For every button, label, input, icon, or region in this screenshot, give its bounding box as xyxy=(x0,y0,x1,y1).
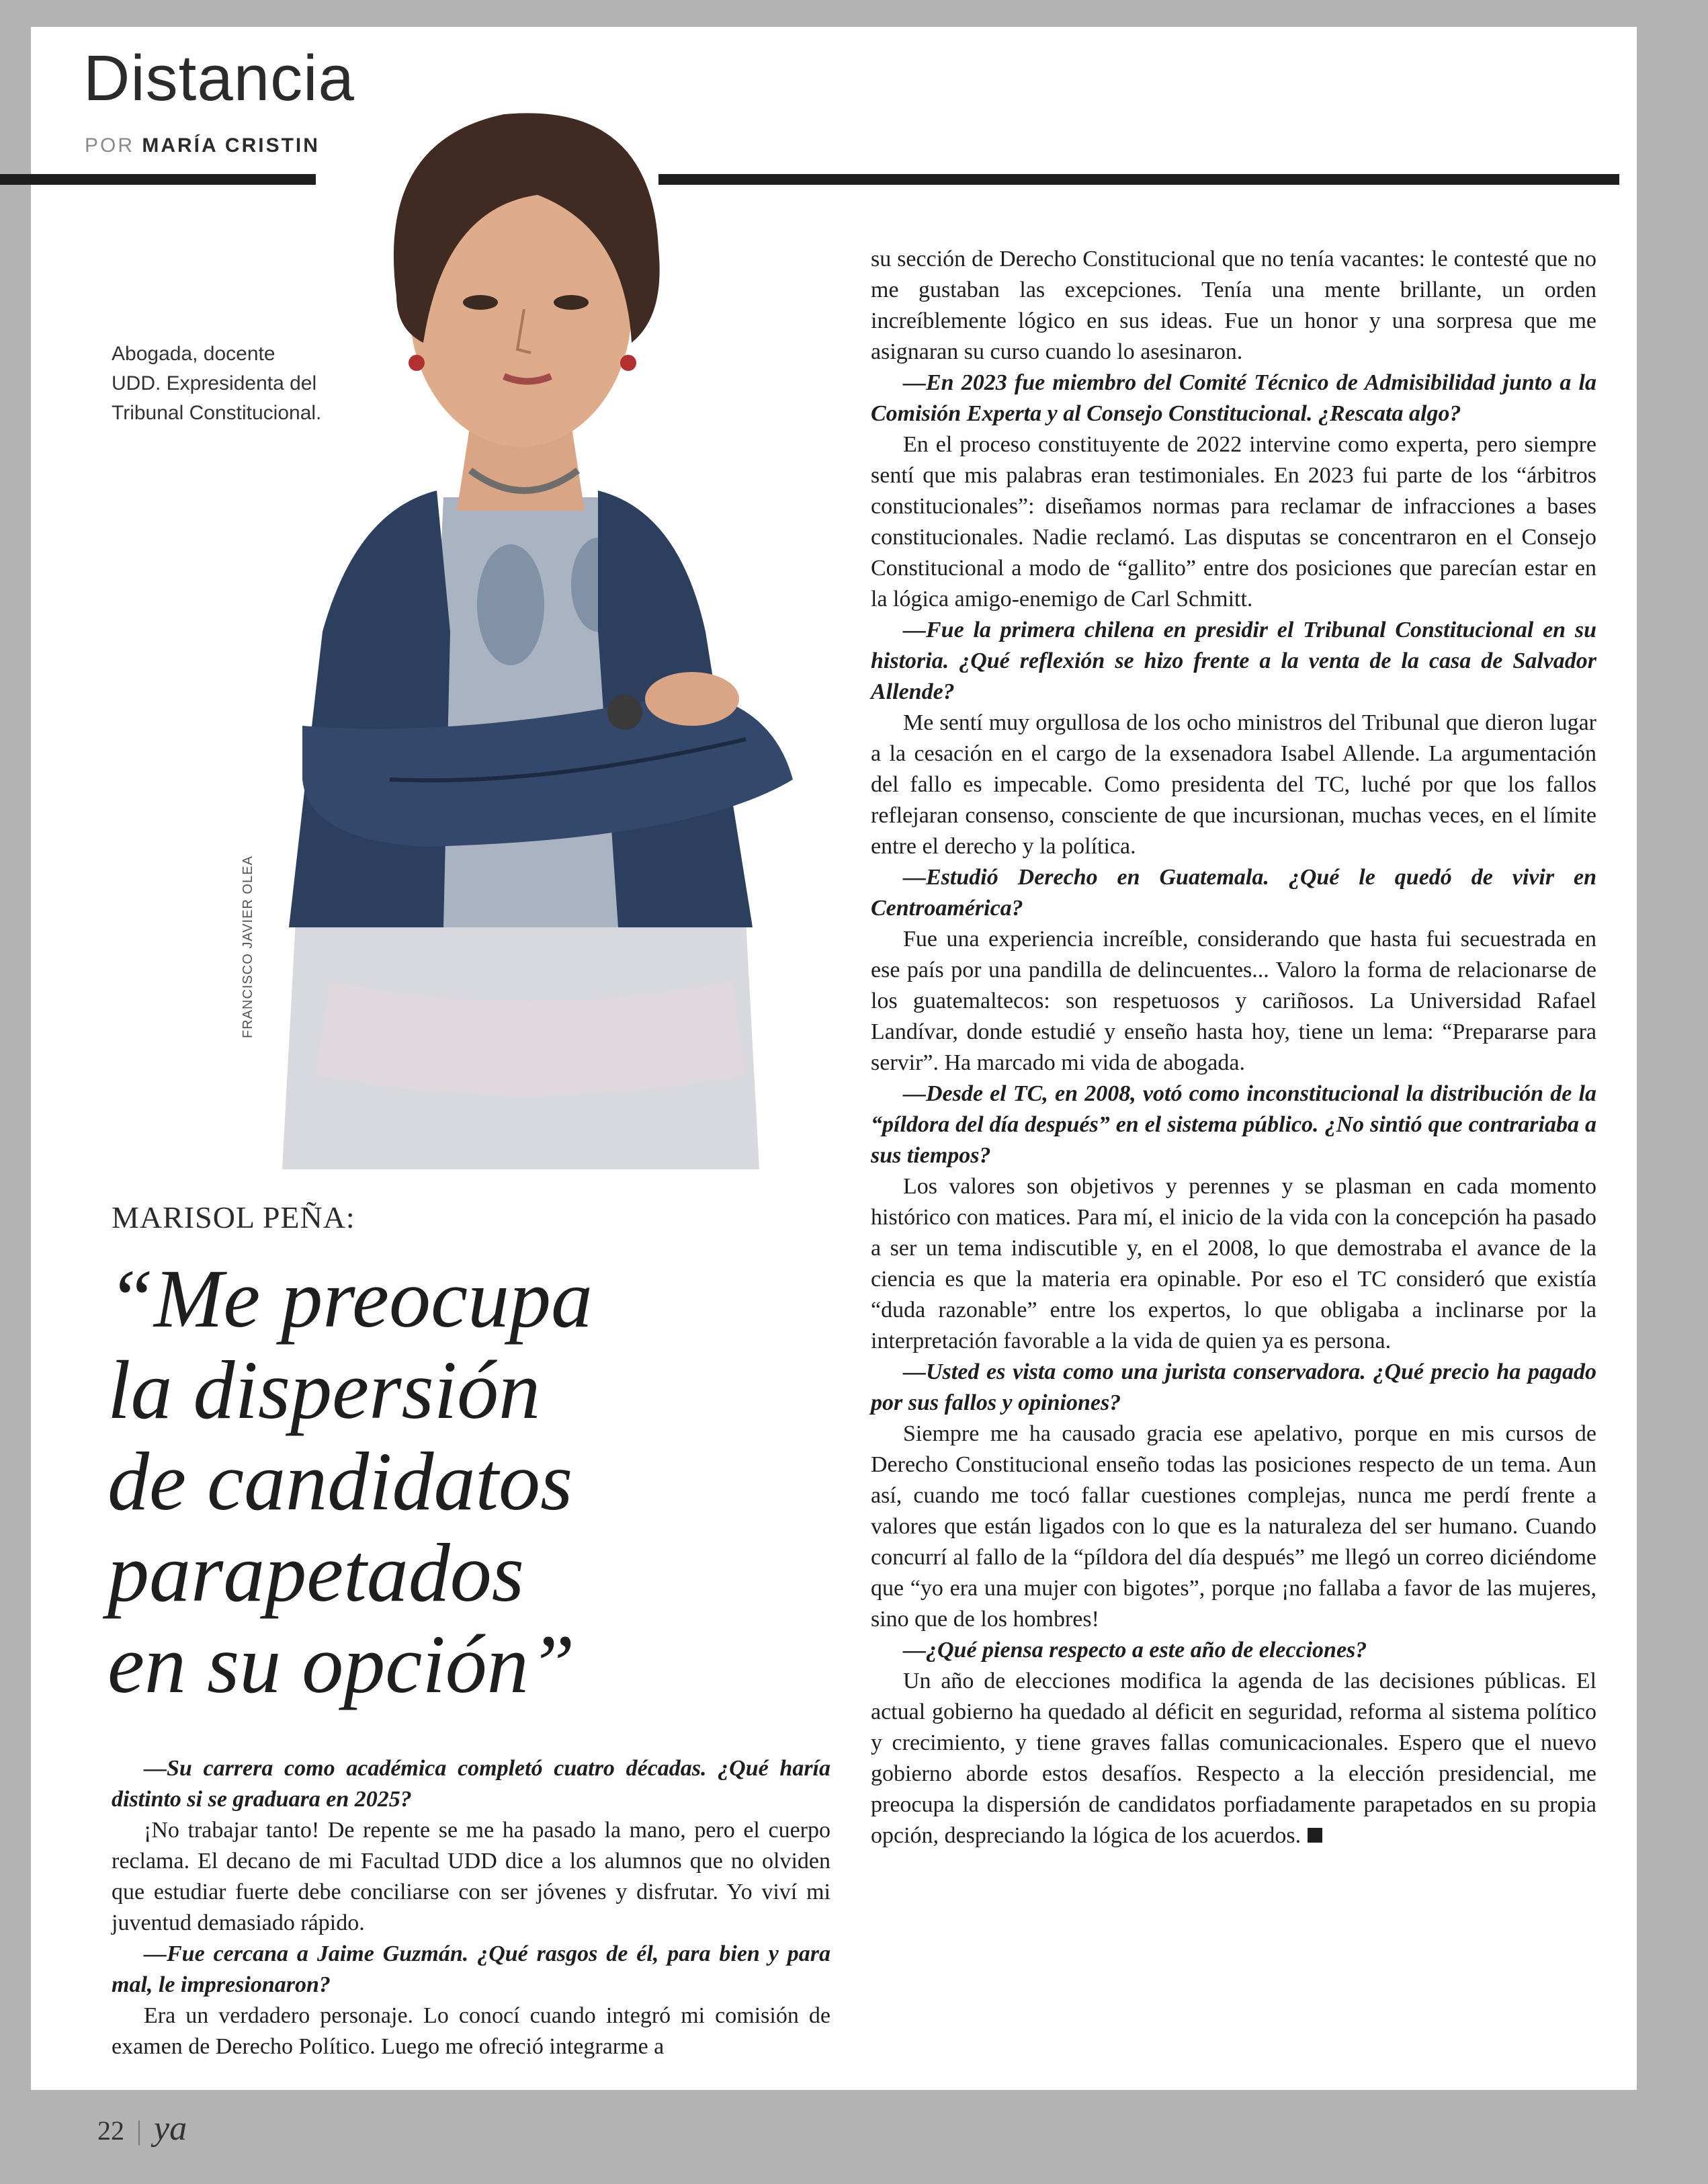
interview-question: —¿Qué piensa respecto a este año de elecciones? xyxy=(903,1638,1367,1663)
interview-question: —Estudió Derecho en Guatemala. ¿Qué le quedó de vivir en Centroamérica? xyxy=(871,865,1596,921)
watch-icon xyxy=(607,695,642,730)
headline-line: parapetados xyxy=(108,1527,524,1619)
section-title: Distancia xyxy=(83,42,355,114)
photo-credit: FRANCISCO JAVIER OLEA xyxy=(241,855,255,1038)
interview-answer-final xyxy=(871,1666,1596,1851)
interview-answer-continued: su sección de Derecho Constitucional que no tenía vacantes: le contesté que no me gustaban las excepciones. Tenía una mente brillante, un orden increíblemente lógico en sus ideas. Fue un honor y una sorpresa que me asignaran su curso cuando lo asesinaron. xyxy=(871,247,1596,364)
interview-answer: En el proceso constituyente de 2022 intervine como experta, pero siempre sentí que mis palabras eran testimoniales. En 2023 fui parte de los “árbitros constitucionales”: diseñamos normas para reclamar de infracciones a bases constitucionales. Nadie reclamó. Las disputas se concentraron en el Consejo Constitucional a modo de “gallito” entre dos posiciones que parecían estar en la lógica amigo-enemigo de Carl Schmitt. xyxy=(871,432,1596,612)
interview-question: —Fue la primera chilena en presidir el Tribunal Constitucional en su historia. ¿Qué reflexión se hizo frente a la venta de la casa de Salvador Allende? xyxy=(871,618,1596,704)
end-of-article-mark xyxy=(1308,1828,1322,1843)
final-answer-text: Un año de elecciones modifica la agenda de las decisiones públicas. El actual gobierno ha quedado al déficit en seguridad, reforma al sistema político y crecimiento, y tiene graves fallas comunicacionales. Espero que el nuevo gobierno aborde estos desafíos. Respecto a la elección presidencial, me preocupa la dispersión de candidatos porfiadamente parapetados en su propia opción, despreciando la lógica de los acuerdos. xyxy=(871,1669,1596,1848)
magazine-logo: ya xyxy=(154,2109,187,2148)
headline-line: en su opción” xyxy=(108,1618,575,1710)
headline-line: “Me preocupa xyxy=(108,1253,593,1345)
headline-line: la dispersión xyxy=(108,1344,541,1436)
article-column-left xyxy=(112,1753,830,2062)
interview-answer: ¡No trabajar tanto! De repente se me ha pasado la mano, pero el cuerpo reclama. El decano de mi Facultad UDD dice a los alumnos que no olviden que estudiar fuerte debe conciliarse con ser jóvenes y disfrutar. Yo viví mi juventud demasiado rápido. xyxy=(112,1818,830,1935)
byline-author: MARÍA CRISTIN xyxy=(142,134,320,157)
interview-question: —En 2023 fue miembro del Comité Técnico de Admisibilidad junto a la Comisión Experta y al Consejo Constitucional. ¿Rescata algo? xyxy=(871,370,1596,426)
page-footer xyxy=(97,2109,187,2148)
interview-answer: Fue una experiencia increíble, considerando que hasta fui secuestrada en ese país por una pandilla de delincuentes... Valoro la forma de relacionarse de los guatemaltecos: son respetuosos y cariñosos. La Universidad Rafael Landívar, donde estudié y enseño hasta hoy, tiene un lema: “Prepararse para servir”. Ha marcado mi vida de abogada. xyxy=(871,927,1596,1075)
photo-caption: Abogada, docente UDD. Expresidenta del Tribunal Constitucional. xyxy=(112,343,322,424)
interview-answer: Me sentí muy orgullosa de los ocho ministros del Tribunal que dieron lugar a la cesación en el cargo de la exsenadora Isabel Allende. La argumentación del fallo es impecable. Como presidenta del TC, luché por que los fallos reflejaran consenso, consciente de que incursionan, muchas veces, en el límite entre el derecho y la política. xyxy=(871,710,1596,859)
headline-line: de candidatos xyxy=(108,1435,573,1527)
footer-separator: | xyxy=(136,2115,142,2146)
interview-answer: Era un verdadero personaje. Lo conocí cuando integró mi comisión de examen de Derecho Político. Luego me ofreció integrarme a xyxy=(112,2003,830,2059)
page-number: 22 xyxy=(97,2115,124,2146)
interviewee-name: MARISOL PEÑA: xyxy=(112,1200,355,1234)
interview-answer: Siempre me ha causado gracia ese apelativo, porque en mis cursos de Derecho Constitucional enseño todas las posiciones respecto de un tema. Aun así, cuando me tocó fallar cuestiones complejas, nunca me perdí frente a valores que están ligados con lo que es la naturaleza del ser humano. Cuando concurrí al fallo de la “píldora del día después” me llegó un correo diciéndome que “yo era una mujer con bigotes”, porque ¡no fallaba a favor de las mujeres, sino que de los hombres! xyxy=(871,1421,1596,1632)
interview-answer: Los valores son objetivos y perennes y se plasman en cada momento histórico con matices. Para mí, el inicio de la vida con la concepción ha pasado a ser un tema indiscutible y, en el 2008, lo que demostraba el avance de la ciencia es que la materia era opinable. Por eso el TC consideró que existía “duda razonable” entre los expertos, lo que obligaba a inclinarse por la interpretación favorable a la vida de quien ya es persona. xyxy=(871,1174,1596,1353)
interview-question: —Desde el TC, en 2008, votó como inconstitucional la distribución de la “píldora del día después” en el sistema público. ¿No sintió que contrariaba a sus tiempos? xyxy=(871,1081,1596,1168)
portrait-illustration xyxy=(222,27,907,1169)
interview-question: —Usted es vista como una jurista conservadora. ¿Qué precio ha pagado por sus fallos y opiniones? xyxy=(871,1359,1596,1415)
headline xyxy=(108,1253,779,1710)
interview-question: —Su carrera como académica completó cuatro décadas. ¿Qué haría distinto si se graduara en 2025? xyxy=(112,1756,830,1812)
interview-question: —Fue cercana a Jaime Guzmán. ¿Qué rasgos de él, para bien y para mal, le impresionaron? xyxy=(112,1941,830,1997)
portrait-jacket xyxy=(289,491,450,927)
article-column-right xyxy=(871,244,1596,1851)
byline-prefix: POR xyxy=(85,134,135,157)
